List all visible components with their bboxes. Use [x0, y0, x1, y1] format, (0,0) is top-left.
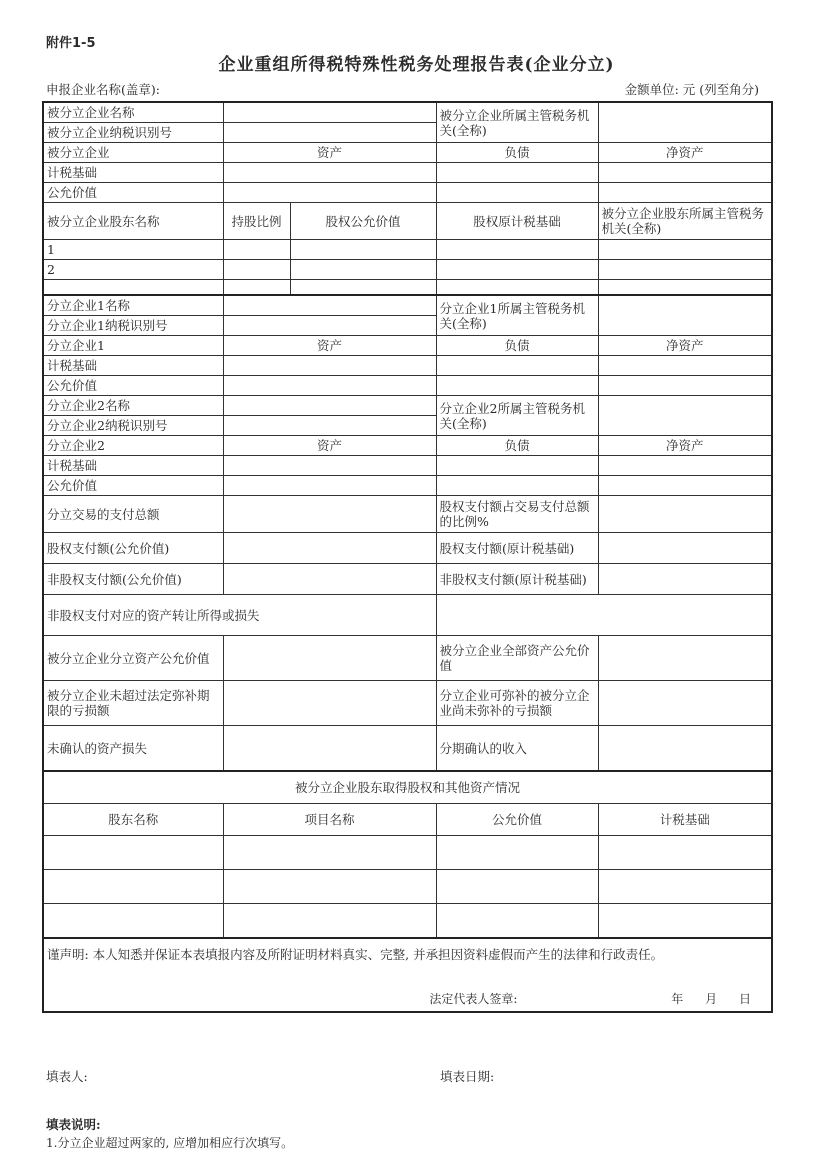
- installment-income-label: 分期确认的收入: [436, 726, 598, 772]
- divided-tax-basis-label: 计税基础: [43, 163, 223, 183]
- split2-liabilities-header: 负债: [436, 436, 598, 456]
- fill-date-label: 填表日期:: [440, 1069, 495, 1084]
- section-title: 被分立企业股东取得股权和其他资产情况: [43, 771, 772, 804]
- total-payment-label: 分立交易的支付总额: [43, 496, 223, 533]
- asset-transfer-gain-loss-label: 非股权支付对应的资产转让所得或损失: [43, 595, 436, 636]
- divided-authority-label: 被分立企业所属主管税务机关(全称): [436, 102, 598, 143]
- page-title: 企业重组所得税特殊性税务处理报告表(企业分立): [218, 55, 615, 75]
- split1-tax-basis-liabilities[interactable]: [436, 356, 598, 376]
- divided-tax-basis-assets[interactable]: [223, 163, 436, 183]
- asset-row-2-fair[interactable]: [436, 870, 598, 904]
- divided-name-input[interactable]: [223, 102, 436, 123]
- split2-tax-basis-assets[interactable]: [223, 456, 436, 476]
- divided-name-label: 被分立企业名称: [43, 102, 223, 123]
- asset-row-1-item[interactable]: [223, 836, 436, 870]
- split1-net-assets-header: 净资产: [598, 336, 772, 356]
- shareholder-1-authority[interactable]: [598, 240, 772, 260]
- split2-authority-input[interactable]: [598, 396, 772, 436]
- note-1: 1.分立企业超过两家的, 应增加相应行次填写。: [46, 1136, 294, 1150]
- split1-name-input[interactable]: [223, 295, 436, 316]
- divided-fair-value-assets[interactable]: [223, 183, 436, 203]
- unexpired-loss-label: 被分立企业未超过法定弥补期限的亏损额: [43, 681, 223, 726]
- asset-row-3-basis[interactable]: [598, 904, 772, 939]
- offsetable-loss-input[interactable]: [598, 681, 772, 726]
- shareholder-3-basis[interactable]: [436, 280, 598, 296]
- asset-row-3-item[interactable]: [223, 904, 436, 939]
- split2-net-assets-header: 净资产: [598, 436, 772, 456]
- split1-fair-value-label: 公允价值: [43, 376, 223, 396]
- split1-row-label: 分立企业1: [43, 336, 223, 356]
- split2-tax-basis-liabilities[interactable]: [436, 456, 598, 476]
- signature-line: [411, 990, 751, 1009]
- shareholder-2-authority[interactable]: [598, 260, 772, 280]
- col-tax-basis: 计税基础: [598, 804, 772, 836]
- unit-label: 金额单位: 元 (列至角分): [624, 82, 759, 97]
- equity-payment-ratio-input[interactable]: [598, 496, 772, 533]
- split2-taxid-label: 分立企业2纳税识别号: [43, 416, 223, 436]
- divided-fair-value-liabilities[interactable]: [436, 183, 598, 203]
- divided-tax-basis-net[interactable]: [598, 163, 772, 183]
- shareholder-3-ratio[interactable]: [223, 280, 290, 296]
- split1-authority-label: 分立企业1所属主管税务机关(全称): [436, 295, 598, 336]
- filler-label: 填表人:: [46, 1069, 88, 1084]
- split1-assets-header: 资产: [223, 336, 436, 356]
- divided-net-assets-header: 净资产: [598, 143, 772, 163]
- col-fair-value: 公允价值: [436, 804, 598, 836]
- shareholder-2-basis[interactable]: [436, 260, 598, 280]
- split1-liabilities-header: 负债: [436, 336, 598, 356]
- shareholder-row-3[interactable]: [43, 280, 223, 296]
- split2-authority-label: 分立企业2所属主管税务机关(全称): [436, 396, 598, 436]
- nonequity-payment-basis-label: 非股权支付额(原计税基础): [436, 564, 598, 595]
- equity-payment-fair-label: 股权支付额(公允价值): [43, 533, 223, 564]
- unrecognized-loss-label: 未确认的资产损失: [43, 726, 223, 772]
- asset-row-1-basis[interactable]: [598, 836, 772, 870]
- divided-row-label: 被分立企业: [43, 143, 223, 163]
- shareholder-2-ratio[interactable]: [223, 260, 290, 280]
- asset-transfer-gain-loss-input[interactable]: [436, 595, 772, 636]
- split2-name-input[interactable]: [223, 396, 436, 416]
- split1-authority-input[interactable]: [598, 295, 772, 336]
- equity-payment-basis-input[interactable]: [598, 533, 772, 564]
- equity-fair-value-header: 股权公允价值: [290, 203, 436, 240]
- shareholder-3-authority[interactable]: [598, 280, 772, 296]
- all-assets-fair-label: 被分立企业全部资产公允价值: [436, 636, 598, 681]
- signature-label: 法定代表人签章:: [429, 992, 518, 1006]
- divided-liabilities-header: 负债: [436, 143, 598, 163]
- year-label: 年: [671, 992, 684, 1006]
- split2-fair-value-net[interactable]: [598, 476, 772, 496]
- report-form: [42, 101, 773, 1013]
- split1-name-label: 分立企业1名称: [43, 295, 223, 316]
- split1-fair-value-assets[interactable]: [223, 376, 436, 396]
- equity-payment-fair-input[interactable]: [223, 533, 436, 564]
- asset-row-2-item[interactable]: [223, 870, 436, 904]
- split1-fair-value-liabilities[interactable]: [436, 376, 598, 396]
- asset-row-1-fair[interactable]: [436, 836, 598, 870]
- asset-row-1-name[interactable]: [43, 836, 223, 870]
- declaration-text: 谨声明: 本人知悉并保证本表填报内容及所附证明材料真实、完整, 并承担因资料虚假而产生的法律和行政责任。: [47, 947, 664, 962]
- shareholding-ratio-header: 持股比例: [223, 203, 290, 240]
- equity-original-basis-header: 股权原计税基础: [436, 203, 598, 240]
- shareholder-1-fair[interactable]: [290, 240, 436, 260]
- split2-assets-header: 资产: [223, 436, 436, 456]
- shareholder-name-header: 被分立企业股东名称: [43, 203, 223, 240]
- nonequity-payment-fair-input[interactable]: [223, 564, 436, 595]
- shareholder-row-2[interactable]: 2: [43, 260, 223, 280]
- split1-fair-value-net[interactable]: [598, 376, 772, 396]
- unexpired-loss-input[interactable]: [223, 681, 436, 726]
- divided-taxid-label: 被分立企业纳税识别号: [43, 123, 223, 143]
- split1-tax-basis-label: 计税基础: [43, 356, 223, 376]
- equity-payment-basis-label: 股权支付额(原计税基础): [436, 533, 598, 564]
- nonequity-payment-fair-label: 非股权支付额(公允价值): [43, 564, 223, 595]
- total-payment-input[interactable]: [223, 496, 436, 533]
- offsetable-loss-label: 分立企业可弥补的被分立企业尚未弥补的亏损额: [436, 681, 598, 726]
- month-label: 月: [705, 992, 718, 1006]
- shareholder-row-1[interactable]: 1: [43, 240, 223, 260]
- asset-row-3-name[interactable]: [43, 904, 223, 939]
- shareholder-authority-header: 被分立企业股东所属主管税务机关(全称): [598, 203, 772, 240]
- asset-row-3-fair[interactable]: [436, 904, 598, 939]
- split2-taxid-input[interactable]: [223, 416, 436, 436]
- shareholder-2-fair[interactable]: [290, 260, 436, 280]
- shareholder-3-fair[interactable]: [290, 280, 436, 296]
- split2-fair-value-assets[interactable]: [223, 476, 436, 496]
- split2-fair-value-liabilities[interactable]: [436, 476, 598, 496]
- split2-row-label: 分立企业2: [43, 436, 223, 456]
- unrecognized-loss-input[interactable]: [223, 726, 436, 772]
- col-item-name: 项目名称: [223, 804, 436, 836]
- divided-fair-value-label: 公允价值: [43, 183, 223, 203]
- split-assets-fair-input[interactable]: [223, 636, 436, 681]
- split1-tax-basis-assets[interactable]: [223, 356, 436, 376]
- divided-tax-basis-liabilities[interactable]: [436, 163, 598, 183]
- installment-income-input[interactable]: [598, 726, 772, 772]
- equity-payment-ratio-label: 股权支付额占交易支付总额的比例%: [436, 496, 598, 533]
- split2-name-label: 分立企业2名称: [43, 396, 223, 416]
- divided-taxid-input[interactable]: [223, 123, 436, 143]
- split1-tax-basis-net[interactable]: [598, 356, 772, 376]
- col-shareholder-name: 股东名称: [43, 804, 223, 836]
- divided-assets-header: 资产: [223, 143, 436, 163]
- divided-authority-input[interactable]: [598, 102, 772, 143]
- split1-taxid-input[interactable]: [223, 316, 436, 336]
- split1-taxid-label: 分立企业1纳税识别号: [43, 316, 223, 336]
- declaration-cell: [43, 938, 772, 1012]
- asset-row-2-basis[interactable]: [598, 870, 772, 904]
- notes-title: 填表说明:: [46, 1117, 101, 1132]
- applicant-label: 申报企业名称(盖章):: [46, 82, 160, 97]
- all-assets-fair-input[interactable]: [598, 636, 772, 681]
- attachment-label: 附件1-5: [46, 36, 96, 51]
- asset-row-2-name[interactable]: [43, 870, 223, 904]
- split-assets-fair-label: 被分立企业分立资产公允价值: [43, 636, 223, 681]
- split2-tax-basis-net[interactable]: [598, 456, 772, 476]
- shareholder-1-basis[interactable]: [436, 240, 598, 260]
- divided-fair-value-net[interactable]: [598, 183, 772, 203]
- nonequity-payment-basis-input[interactable]: [598, 564, 772, 595]
- split2-fair-value-label: 公允价值: [43, 476, 223, 496]
- shareholder-1-ratio[interactable]: [223, 240, 290, 260]
- day-label: 日: [738, 992, 751, 1006]
- split2-tax-basis-label: 计税基础: [43, 456, 223, 476]
